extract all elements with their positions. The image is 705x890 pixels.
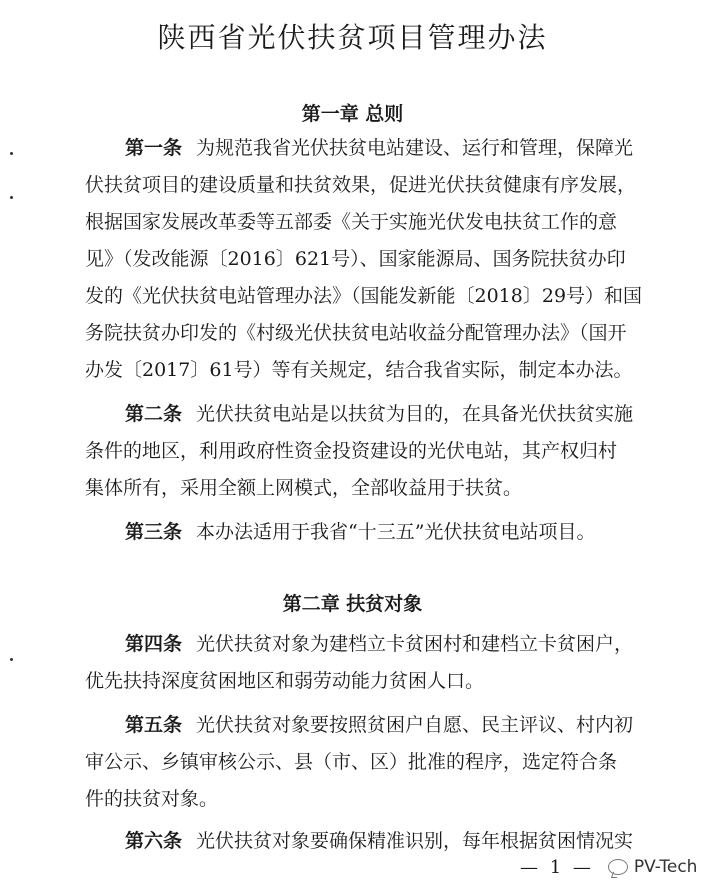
page-number: — 1 —: [520, 856, 594, 878]
article-1-line: 伏扶贫项目的建设质量和扶贫效果，促进光伏扶贫健康有序发展，: [85, 174, 637, 196]
margin-dot: [10, 152, 13, 155]
article-5-line: 第五条 光伏扶贫对象要按照贫困户自愿、民主评议、村内初: [125, 714, 634, 736]
article-1-line: 发的《光伏扶贫电站管理办法》（国能发新能〔2018〕29号）和国: [85, 285, 643, 307]
article-4-line: 第四条 光伏扶贫对象为建档立卡贫困村和建档立卡贫困户，: [125, 633, 634, 655]
chapter-2-heading: 第二章 扶贫对象: [282, 593, 423, 615]
article-3-line: 第三条 本办法适用于我省“十三五”光伏扶贫电站项目。: [125, 521, 596, 543]
article-6-label: 第六条: [125, 830, 183, 852]
article-2-line: 第二条 光伏扶贫电站是以扶贫为目的，在具备光伏扶贫实施: [125, 403, 634, 425]
article-2-line: 条件的地区，利用政府性资金投资建设的光伏电站，其产权归村: [85, 440, 618, 462]
watermark-text: PV-Tech: [633, 857, 698, 877]
margin-dot: [10, 196, 13, 199]
article-1-line: 见》（发改能源〔2016〕621号）、国家能源局、国务院扶贫办印: [85, 248, 626, 270]
article-5-label: 第五条: [125, 714, 183, 736]
article-1-label: 第一条: [125, 137, 183, 159]
article-6-line: 第六条 光伏扶贫对象要确保精准识别，每年根据贫困情况实: [125, 830, 634, 852]
document-title: 陕西省光伏扶贫项目管理办法: [157, 21, 548, 54]
chapter-1-heading: 第一章 总则: [301, 103, 404, 125]
article-1-line: 第一条 为规范我省光伏扶贫电站建设、运行和管理，保障光: [125, 137, 634, 159]
article-5-line: 审公示、乡镇审核公示、县（市、区）批准的程序，选定符合条: [85, 751, 618, 773]
article-4-line: 优先扶持深度贫困地区和弱劳动能力贫困人口。: [85, 670, 485, 692]
page-footer: [520, 852, 705, 882]
article-3-label: 第三条: [125, 521, 183, 543]
wechat-icon: [608, 859, 628, 875]
article-1-line: 务院扶贫办印发的《村级光伏扶贫电站收益分配管理办法》（国开: [85, 322, 627, 344]
article-2-line: 集体所有，采用全额上网模式，全部收益用于扶贫。: [85, 477, 523, 499]
margin-dot: [10, 658, 13, 661]
article-1-line: 根据国家发展改革委等五部委《关于实施光伏发电扶贫工作的意: [85, 211, 618, 233]
article-1-line: 办发〔2017〕61号）等有关规定，结合我省实际，制定本办法。: [85, 359, 633, 381]
article-4-label: 第四条: [125, 633, 183, 655]
article-5-line: 件的扶贫对象。: [85, 788, 219, 810]
article-2-label: 第二条: [125, 403, 183, 425]
